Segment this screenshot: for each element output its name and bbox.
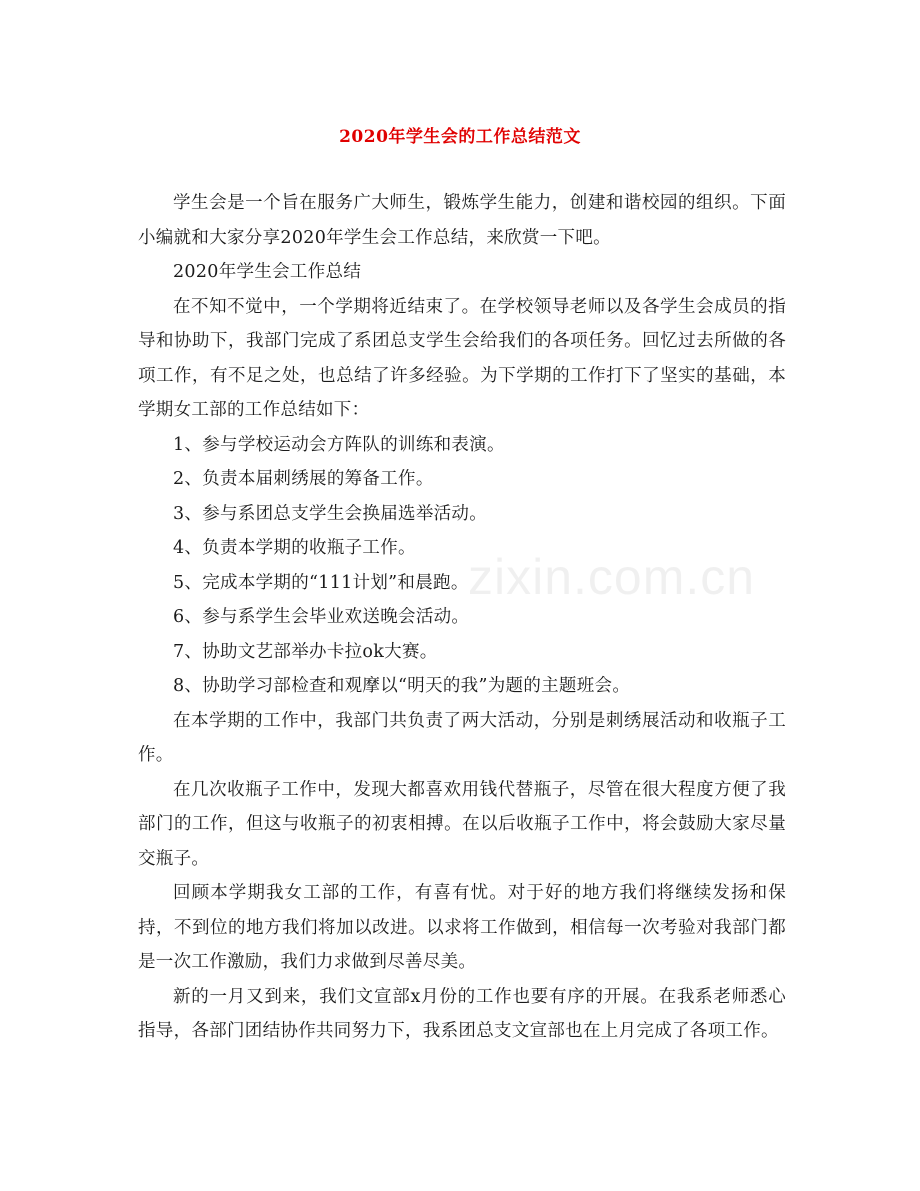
list-item: 2、负责本届刺绣展的筹备工作。 bbox=[173, 469, 434, 489]
body-paragraph: 在本学期的工作中，我部门共负责了两大活动，分别是刺绣展活动和收瓶子工作。 bbox=[138, 710, 786, 765]
section-heading: 2020年学生会工作总结 bbox=[173, 262, 362, 282]
list-item: 1、参与学校运动会方阵队的训练和表演。 bbox=[173, 434, 505, 455]
document-title: 2020年学生会的工作总结范文 bbox=[339, 127, 581, 147]
body-paragraph: 新的一月又到来，我们文宣部x月份的工作也要有序的开展。在我系老师悉心指导，各部门团结协作共同努力下，我系团总支文宣部也在上月完成了各项工作。 bbox=[138, 986, 786, 1041]
list-item: 6、参与系学生会毕业欢送晚会活动。 bbox=[173, 607, 470, 627]
body-paragraph: 在不知不觉中，一个学期将近结束了。在学校领导老师以及各学生会成员的指导和协助下，我部门完成了系团总支学生会给我们的各项任务。回忆过去所做的各项工作，有不足之处，也总结了许多经验。为下学期的工作打下了坚实的基础，本学期女工部的工作总结如下： bbox=[138, 296, 786, 420]
document-body bbox=[138, 186, 786, 1049]
list-item: 3、参与系团总支学生会换届选举活动。 bbox=[173, 503, 488, 524]
list-item: 5、完成本学期的“111计划”和晨跑。 bbox=[173, 572, 469, 593]
body-paragraph: 在几次收瓶子工作中，发现大都喜欢用钱代替瓶子，尽管在很大程度方便了我部门的工作，但这与收瓶子的初衷相搏。在以后收瓶子工作中，将会鼓励大家尽量交瓶子。 bbox=[138, 779, 786, 869]
list-item: 8、协助学习部检查和观摩以“明天的我”为题的主题班会。 bbox=[173, 676, 631, 696]
body-paragraph: 回顾本学期我女工部的工作，有喜有忧。对于好的地方我们将继续发扬和保持，不到位的地方我们将加以改进。以求将工作做到，相信每一次考验对我部门都是一次工作激励，我们力求做到尽善尽美。 bbox=[138, 883, 786, 972]
list-item: 7、协助文艺部举办卡拉ok大赛。 bbox=[173, 641, 438, 662]
site-watermark: zixin.com.cn bbox=[468, 549, 756, 605]
list-item: 4、负责本学期的收瓶子工作。 bbox=[173, 538, 416, 558]
intro-paragraph: 学生会是一个旨在服务广大师生，锻炼学生能力，创建和谐校园的组织。下面小编就和大家分享2020年学生会工作总结，来欣赏一下吧。 bbox=[138, 193, 786, 248]
